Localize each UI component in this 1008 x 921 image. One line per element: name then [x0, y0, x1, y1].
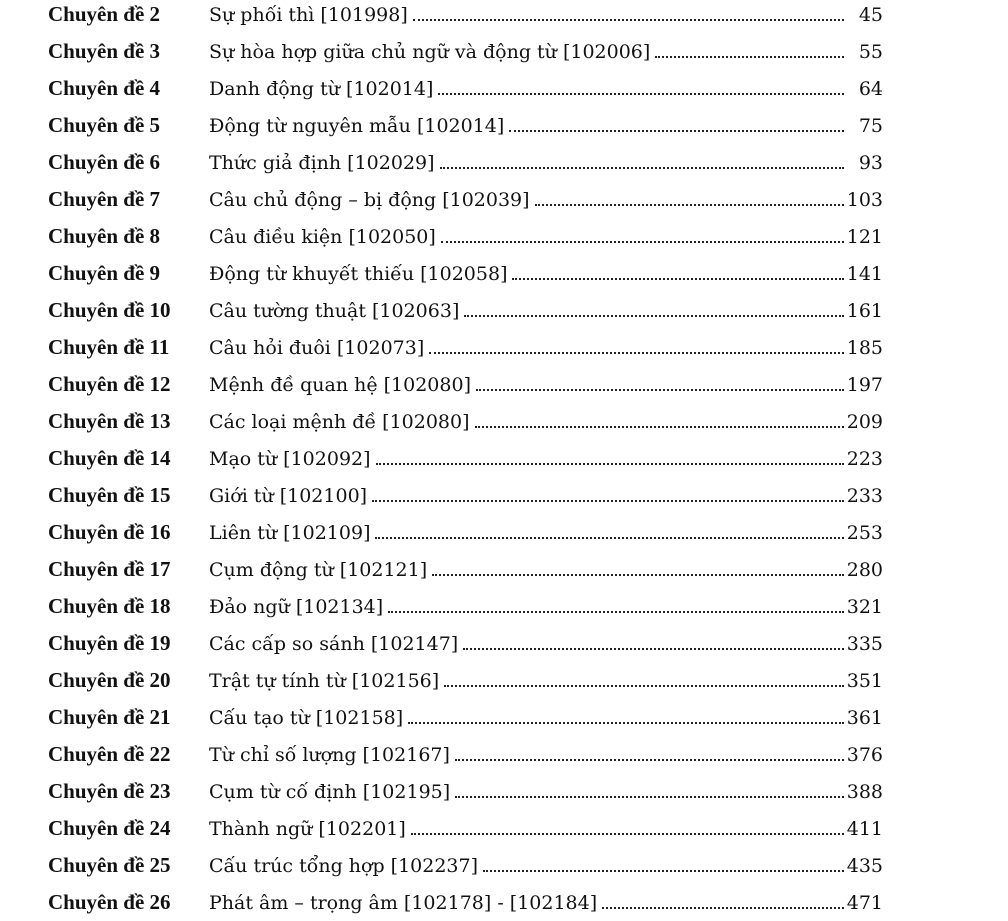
toc-chapter-label: Chuyên đề 11 [48, 335, 170, 359]
toc-row[interactable] [0, 181, 1008, 218]
dot-leader [388, 611, 844, 613]
toc-entry [209, 78, 883, 100]
dot-leader [535, 204, 844, 206]
toc-chapter-label: Chuyên đề 20 [48, 668, 171, 692]
dot-leader [411, 833, 844, 835]
toc-chapter-label: Chuyên đề 3 [48, 39, 161, 63]
toc-page-number: 45 [858, 3, 883, 26]
toc-page-number: 209 [846, 410, 883, 433]
toc-entry [209, 115, 883, 137]
toc-entry [209, 4, 883, 26]
toc-page-number: 223 [846, 447, 883, 470]
toc-entry [209, 559, 883, 581]
dot-leader [464, 315, 843, 317]
dot-leader [475, 426, 844, 428]
toc-chapter-label: Chuyên đề 17 [48, 557, 171, 581]
toc-chapter-title: Các loại mệnh đề [102080] [209, 410, 470, 433]
toc-entry [209, 855, 883, 877]
toc-entry [209, 818, 883, 840]
dot-leader [444, 685, 844, 687]
toc-entry [209, 152, 883, 174]
toc-page-number: 361 [846, 706, 883, 729]
toc-page-number: 64 [858, 77, 883, 100]
toc-entry [209, 522, 883, 544]
toc-chapter-label: Chuyên đề 8 [48, 224, 161, 248]
dot-leader [413, 19, 844, 21]
toc-page-number: 388 [846, 780, 883, 803]
toc-chapter-label: Chuyên đề 26 [48, 890, 171, 914]
toc-row[interactable] [0, 329, 1008, 366]
dot-leader [429, 352, 843, 354]
dot-leader [455, 796, 844, 798]
toc-entry [209, 226, 883, 248]
toc-row[interactable] [0, 144, 1008, 181]
toc-row[interactable] [0, 551, 1008, 588]
toc-page-number: 93 [858, 151, 883, 174]
toc-chapter-label: Chuyên đề 6 [48, 150, 161, 174]
toc-chapter-title: Thành ngữ [102201] [209, 817, 406, 840]
toc-chapter-title: Câu điều kiện [102050] [209, 225, 436, 248]
toc-chapter-label: Chuyên đề 9 [48, 261, 161, 285]
toc-chapter-label: Chuyên đề 15 [48, 483, 171, 507]
toc-page-number: 253 [846, 521, 883, 544]
toc-entry [209, 485, 883, 507]
toc-row[interactable] [0, 403, 1008, 440]
toc-page-number: 185 [846, 336, 883, 359]
toc-entry [209, 337, 883, 359]
toc-row[interactable] [0, 625, 1008, 662]
toc-row[interactable] [0, 847, 1008, 884]
toc-page-number: 233 [846, 484, 883, 507]
toc-chapter-label: Chuyên đề 2 [48, 2, 161, 26]
toc-page-number: 161 [846, 299, 883, 322]
dot-leader [438, 93, 844, 95]
toc-row[interactable] [0, 440, 1008, 477]
toc-entry [209, 744, 883, 766]
toc-page-number: 55 [858, 40, 883, 63]
toc-chapter-label: Chuyên đề 24 [48, 816, 171, 840]
toc-page-number: 75 [858, 114, 883, 137]
toc-chapter-title: Câu tường thuật [102063] [209, 299, 460, 322]
dot-leader [376, 463, 844, 465]
toc-row[interactable] [0, 0, 1008, 33]
toc-chapter-title: Danh động từ [102014] [209, 77, 434, 100]
dot-leader [512, 278, 843, 280]
toc-page-number: 121 [846, 225, 883, 248]
toc-page-number: 351 [846, 669, 883, 692]
toc-chapter-label: Chuyên đề 16 [48, 520, 171, 544]
dot-leader [372, 500, 844, 502]
toc-chapter-label: Chuyên đề 13 [48, 409, 171, 433]
toc-chapter-title: Cấu trúc tổng hợp [102237] [209, 854, 479, 877]
dot-leader [375, 537, 843, 539]
toc-entry [209, 41, 883, 63]
toc-entry [209, 633, 883, 655]
toc-chapter-title: Từ chỉ số lượng [102167] [209, 743, 450, 766]
toc-entry [209, 596, 883, 618]
toc-chapter-label: Chuyên đề 22 [48, 742, 171, 766]
toc-chapter-label: Chuyên đề 4 [48, 76, 161, 100]
toc-row[interactable] [0, 884, 1008, 921]
toc-chapter-title: Sự hòa hợp giữa chủ ngữ và động từ [102006] [209, 40, 651, 63]
toc-page-number: 141 [846, 262, 883, 285]
toc-entry [209, 781, 883, 803]
dot-leader [483, 870, 844, 872]
toc-page-number: 321 [846, 595, 883, 618]
toc-chapter-title: Trật tự tính từ [102156] [209, 669, 440, 692]
toc-chapter-title: Các cấp so sánh [102147] [209, 632, 459, 655]
toc-row[interactable] [0, 477, 1008, 514]
toc-row[interactable] [0, 33, 1008, 70]
dot-leader [455, 759, 844, 761]
toc-chapter-title: Động từ khuyết thiếu [102058] [209, 262, 508, 285]
toc-row[interactable] [0, 218, 1008, 255]
toc-chapter-label: Chuyên đề 19 [48, 631, 171, 655]
dot-leader [441, 241, 844, 243]
toc-row[interactable] [0, 810, 1008, 847]
toc-chapter-label: Chuyên đề 10 [48, 298, 171, 322]
toc-row[interactable] [0, 70, 1008, 107]
toc-chapter-title: Động từ nguyên mẫu [102014] [209, 114, 505, 137]
toc-chapter-title: Cụm động từ [102121] [209, 558, 428, 581]
toc-chapter-label: Chuyên đề 25 [48, 853, 171, 877]
toc-chapter-title: Sự phối thì [101998] [209, 3, 408, 26]
dot-leader [463, 648, 844, 650]
toc-chapter-title: Giới từ [102100] [209, 484, 368, 507]
toc-chapter-label: Chuyên đề 12 [48, 372, 171, 396]
toc-entry [209, 374, 883, 396]
toc-entry [209, 707, 883, 729]
toc-row[interactable] [0, 292, 1008, 329]
toc-page-number: 335 [846, 632, 883, 655]
toc-chapter-title: Liên từ [102109] [209, 521, 371, 544]
toc-chapter-title: Phát âm – trọng âm [102178] - [102184] [209, 891, 598, 914]
dot-leader [432, 574, 844, 576]
dot-leader [476, 389, 844, 391]
toc-entry [209, 300, 883, 322]
toc-chapter-label: Chuyên đề 23 [48, 779, 171, 803]
toc-page-number: 197 [846, 373, 883, 396]
toc-chapter-title: Cụm từ cố định [102195] [209, 780, 451, 803]
toc-entry [209, 411, 883, 433]
toc-chapter-label: Chuyên đề 21 [48, 705, 171, 729]
toc-chapter-title: Đảo ngữ [102134] [209, 595, 384, 618]
toc-chapter-title: Mạo từ [102092] [209, 447, 371, 470]
toc-row[interactable] [0, 699, 1008, 736]
toc-chapter-title: Cấu tạo từ [102158] [209, 706, 404, 729]
toc-chapter-title: Thức giả định [102029] [209, 151, 435, 174]
toc-chapter-title: Câu hỏi đuôi [102073] [209, 336, 425, 359]
toc-chapter-label: Chuyên đề 5 [48, 113, 161, 137]
dot-leader [440, 167, 844, 169]
toc-row[interactable] [0, 514, 1008, 551]
toc-entry [209, 263, 883, 285]
dot-leader [408, 722, 844, 724]
toc-entry [209, 892, 883, 914]
toc-row[interactable] [0, 773, 1008, 810]
toc-row[interactable] [0, 662, 1008, 699]
dot-leader [655, 56, 844, 58]
toc-row[interactable] [0, 736, 1008, 773]
toc-chapter-label: Chuyên đề 18 [48, 594, 171, 618]
toc-page-number: 471 [846, 891, 883, 914]
toc-chapter-label: Chuyên đề 14 [48, 446, 171, 470]
toc-page-number: 411 [846, 817, 883, 840]
toc-entry [209, 189, 883, 211]
toc-row[interactable] [0, 107, 1008, 144]
toc-row[interactable] [0, 366, 1008, 403]
toc-row[interactable] [0, 588, 1008, 625]
dot-leader [509, 130, 844, 132]
toc-row[interactable] [0, 255, 1008, 292]
toc-page-number: 103 [846, 188, 883, 211]
toc-chapter-label: Chuyên đề 7 [48, 187, 161, 211]
toc-page-number: 280 [846, 558, 883, 581]
toc-entry [209, 448, 883, 470]
toc-chapter-title: Mệnh đề quan hệ [102080] [209, 373, 471, 396]
toc-page-number: 435 [846, 854, 883, 877]
toc-page-number: 376 [846, 743, 883, 766]
toc-entry [209, 670, 883, 692]
toc-chapter-title: Câu chủ động – bị động [102039] [209, 188, 530, 211]
